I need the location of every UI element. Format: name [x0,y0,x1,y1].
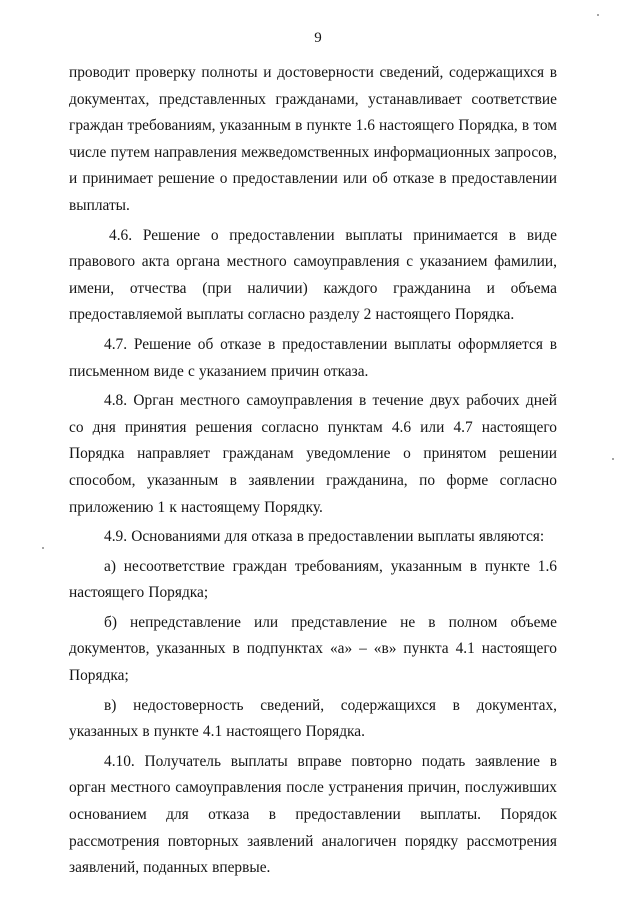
paragraph-4-8: 4.8. Орган местного самоуправления в течение двух рабочих дней со дня принятия решения согласно пунктам 4.6 или 4.7 настоящего Порядка направляет гражданам уведомление о принятом решении способом, указанным в заявлении гражданина, по форме согласно приложению 1 к настоящему Порядку. [69,392,557,516]
scan-speck [597,14,599,16]
paragraph-4-9-item-b: б) непредставление или представление не в полном объеме документов, указанных в подпунктах «а» – «в» пункта 4.1 настоящего Порядка; [69,613,557,685]
paragraph-4-7: 4.7. Решение об отказе в предоставлении выплаты оформляется в письменном виде с указанием причин отказа. [69,335,557,380]
scan-speck [612,458,614,460]
paragraph-4-9-item-v: в) недостоверность сведений, содержащихся в документах, указанных в пункте 4.1 настоящего Порядка. [69,696,557,741]
page-number: 9 [314,30,322,46]
document-body [69,60,557,885]
paragraph-4-6: 4.6. Решение о предоставлении выплаты принимается в виде правового акта органа местного самоуправления с указанием фамилии, имени, отчества (при наличии) каждого гражданина и объема предоставляемой выплаты согласно разделу 2 настоящего Порядка. [69,226,557,324]
paragraph-4-9: 4.9. Основаниями для отказа в предоставлении выплаты являются: [104,528,545,546]
paragraph-continuation: проводит проверку полноты и достоверности сведений, содержащихся в документах, представленных гражданами, устанавливает соответствие граждан требованиям, указанным в пункте 1.6 настоящего Порядка, в том числе путем направления межведомственных информационных запросов, и принимает решение о предоставлении или об отказе в предоставлении выплаты. [69,64,557,214]
scan-speck [42,547,44,549]
paragraph-4-10: 4.10. Получатель выплаты вправе повторно подать заявление в орган местного самоуправления после устранения причин, послуживших основанием для отказа в предоставлении выплаты. Порядок рассмотрения повторных заявлений аналогичен порядку рассмотрения заявлений, поданных впервые. [69,752,557,877]
paragraph-4-9-item-a: а) несоответствие граждан требованиям, указанным в пункте 1.6 настоящего Порядка; [69,557,557,602]
